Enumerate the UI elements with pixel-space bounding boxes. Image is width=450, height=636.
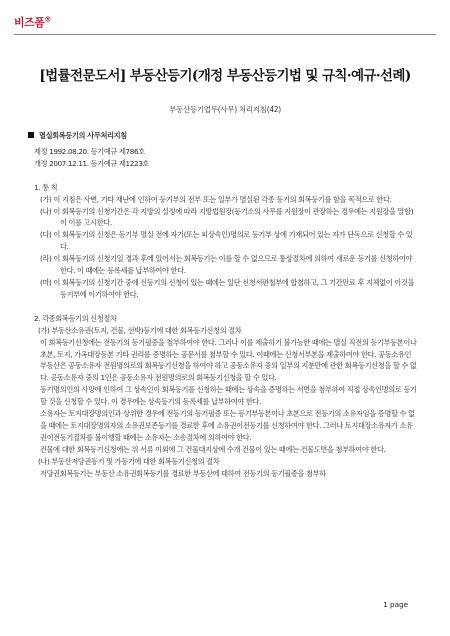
- revision-date: 개정 2007.12.11. 등기예규 제1223호: [34, 158, 150, 168]
- procedure-heading: 2. 각종회복등기의 신청절차: [34, 313, 117, 323]
- document-subtitle: 부동산등기업무(사무) 처리지침(42): [169, 105, 281, 114]
- general-rules-heading: 1. 통 칙: [34, 182, 58, 192]
- registered-mark: ®: [44, 15, 51, 24]
- procedure-paragraph: 소유자는 토지대장명의인과 상위한 경우에 전등기의 등기필증 또는 등기부등본이나 초본으로 전등기의 소유자임을 증명할 수 없을 때에는 토지대장명의자의 소유권보존등기를 경료한 후에 소유권이전등기를 신청하여야 한다. 그러나 토지대장소유자가 소유권이전등기절차를 불이행할 때에는 소유자는 소송절차에 의하여야 한다.: [40, 409, 415, 442]
- procedure-paragraph: 건물에 대한 회복등기신청에는 위 서류 이외에 그 건물대지상에 수개 건물이 있는 때에는 건물도면을 첨부하여야 한다.: [40, 444, 386, 454]
- section-heading: 멸실회복등기의 사무처리지침: [28, 130, 418, 142]
- general-item-ga: (가) 이 지침은 사변, 기타 재난에 인하여 등기부의 전부 또는 일부가 멸실된 각종 등기의 회복등기를 함을 목적으로 한다.: [40, 194, 392, 204]
- document-body: [28, 130, 418, 479]
- page-number: 1 page: [383, 600, 408, 609]
- procedure-subheading-na: (나) 부동산저당권등기 및 가등기에 대한 회복등기신청의 절차: [38, 456, 220, 466]
- general-item-na: (나) 이 회복등기의 신청기간은 각 지방의 실정에 따라 지방법원장(등기소의 사무를 지원장이 관장하는 경우에는 지원장을 말함)이 이를 고시한다.: [40, 206, 414, 228]
- procedure-paragraph: 저당권회복등기는 부동산 소유권회복등기를 경료한 부동산에 대하여 전등기의 등기필증을 첨부하: [40, 468, 326, 478]
- general-item-ma: (마) 이 회복등기의 신청기간 중에 신등기의 신청이 있는 때에는 일단 신청서편철부에 합철하고, 그 기간만료 후 지체없이 이것을 등기부에 이기하여야 한다.: [40, 277, 415, 299]
- header-divider: [14, 34, 436, 35]
- general-item-da: (다) 이 회복등기의 신청은 등기부 멸실 전에 자기(또는 피상속인)명의로 등기부 상에 기재되어 있는 자가 단독으로 신청할 수 있다.: [40, 230, 413, 252]
- bizforms-logo: 비즈폼®: [14, 15, 51, 29]
- document-title: [법률전문도서] 부동산등기(개정 부동산등기법 및 규칙·예규·선례): [39, 68, 411, 84]
- general-item-ra: (라) 이 회복등기의 신청기일 경과 후에 있어서는 회복등기는 이를 할 수 없으므로 통상절차에 의하여 새로운 등기를 신청하여야 한다. 이 때에는 등록세를 납부하여야 한다.: [40, 254, 413, 276]
- enactment-date: 제정 1992.08.20. 등기예규 제786호: [34, 146, 145, 156]
- procedure-paragraph: 등기명의인의 사망에 인하여 그 상속인이 회복등기를 신청하는 때에는 상속을 증명하는 서면을 첨부하여 직접 상속인명의로 등기할 것을 신청할 수 있다. 이 경우에는 상속등기의 등록세를 납부하여야 한다.: [40, 385, 417, 407]
- procedure-paragraph: 이 회복등기신청에는 전등기의 등기필증을 첨부하여야 한다. 그러나 이를 제출하기 불가능한 때에는 멸실 직전의 등기부등본이나 초본, 토지, 가옥대장등본 기타 권리를 증명하는 공문서를 첨부할 수 있다. 이때에는 신청서부본을 제출하여야 한다. 공동소유인 부동산은 공동소유자 전원명의로의 회복등기신청을 하여야 하고 공동소유자 중의 일부의 지분만에 관한 회복등기신청을 할 수 없다. 공동소유자 중의 1인은 공동소유자 전원명의로의 회복등기신청을 할 수 있다.: [40, 337, 417, 383]
- square-bullet-icon: [28, 132, 34, 138]
- procedure-subheading-ga: (가) 부동산소유권(토지, 건물, 선박)등기에 대한 회복등기신청의 절차: [38, 325, 242, 335]
